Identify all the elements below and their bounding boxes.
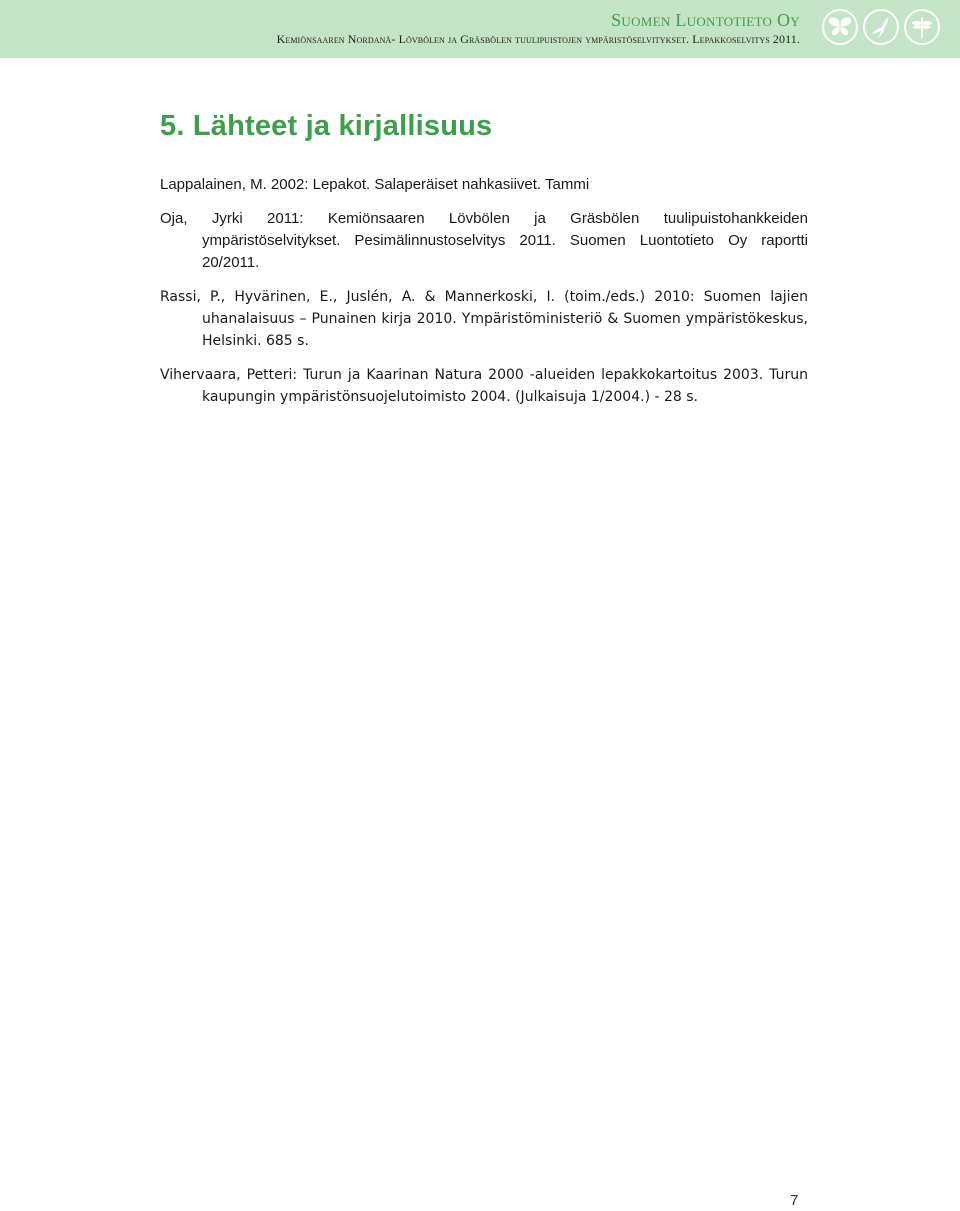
butterfly-icon <box>822 9 858 45</box>
report-subtitle: Kemiönsaaren Nordanå- Lövbölen ja Gräsbölen tuulipuistojen ympäristöselvitykset. Lepakkoselvitys 2011. <box>276 32 800 46</box>
reference-item: Oja, Jyrki 2011: Kemiönsaaren Lövbölen ja Gräsbölen tuulipuistohankkeiden ympäristöselvitykset. Pesimälinnustoselvitys 2011. Suomen Luontotieto Oy raportti 20/2011. <box>160 210 808 271</box>
logo-group <box>822 9 940 45</box>
company-name: Suomen Luontotieto Oy <box>611 10 800 30</box>
reference-item: Lappalainen, M. 2002: Lepakot. Salaperäiset nahkasiivet. Tammi <box>160 176 590 193</box>
reference-item: Rassi, P., Hyvärinen, E., Juslén, A. & Mannerkoski, I. (toim./eds.) 2010: Suomen lajien uhanalaisuus – Punainen kirja 2010. Ympäristöministeriö & Suomen ympäristökeskus, Helsinki. 685 s. <box>160 289 808 349</box>
reference-list <box>160 174 808 420</box>
bird-icon <box>863 9 899 45</box>
header-bar <box>0 0 960 58</box>
dragonfly-icon <box>904 9 940 45</box>
section-title: 5. Lähteet ja kirjallisuus <box>160 110 493 142</box>
page-number: 7 <box>790 1192 799 1209</box>
reference-item: Vihervaara, Petteri: Turun ja Kaarinan Natura 2000 -alueiden lepakkokartoitus 2003. Turun kaupungin ympäristönsuojelutoimisto 2004. (Julkaisuja 1/2004.) - 28 s. <box>160 367 808 405</box>
